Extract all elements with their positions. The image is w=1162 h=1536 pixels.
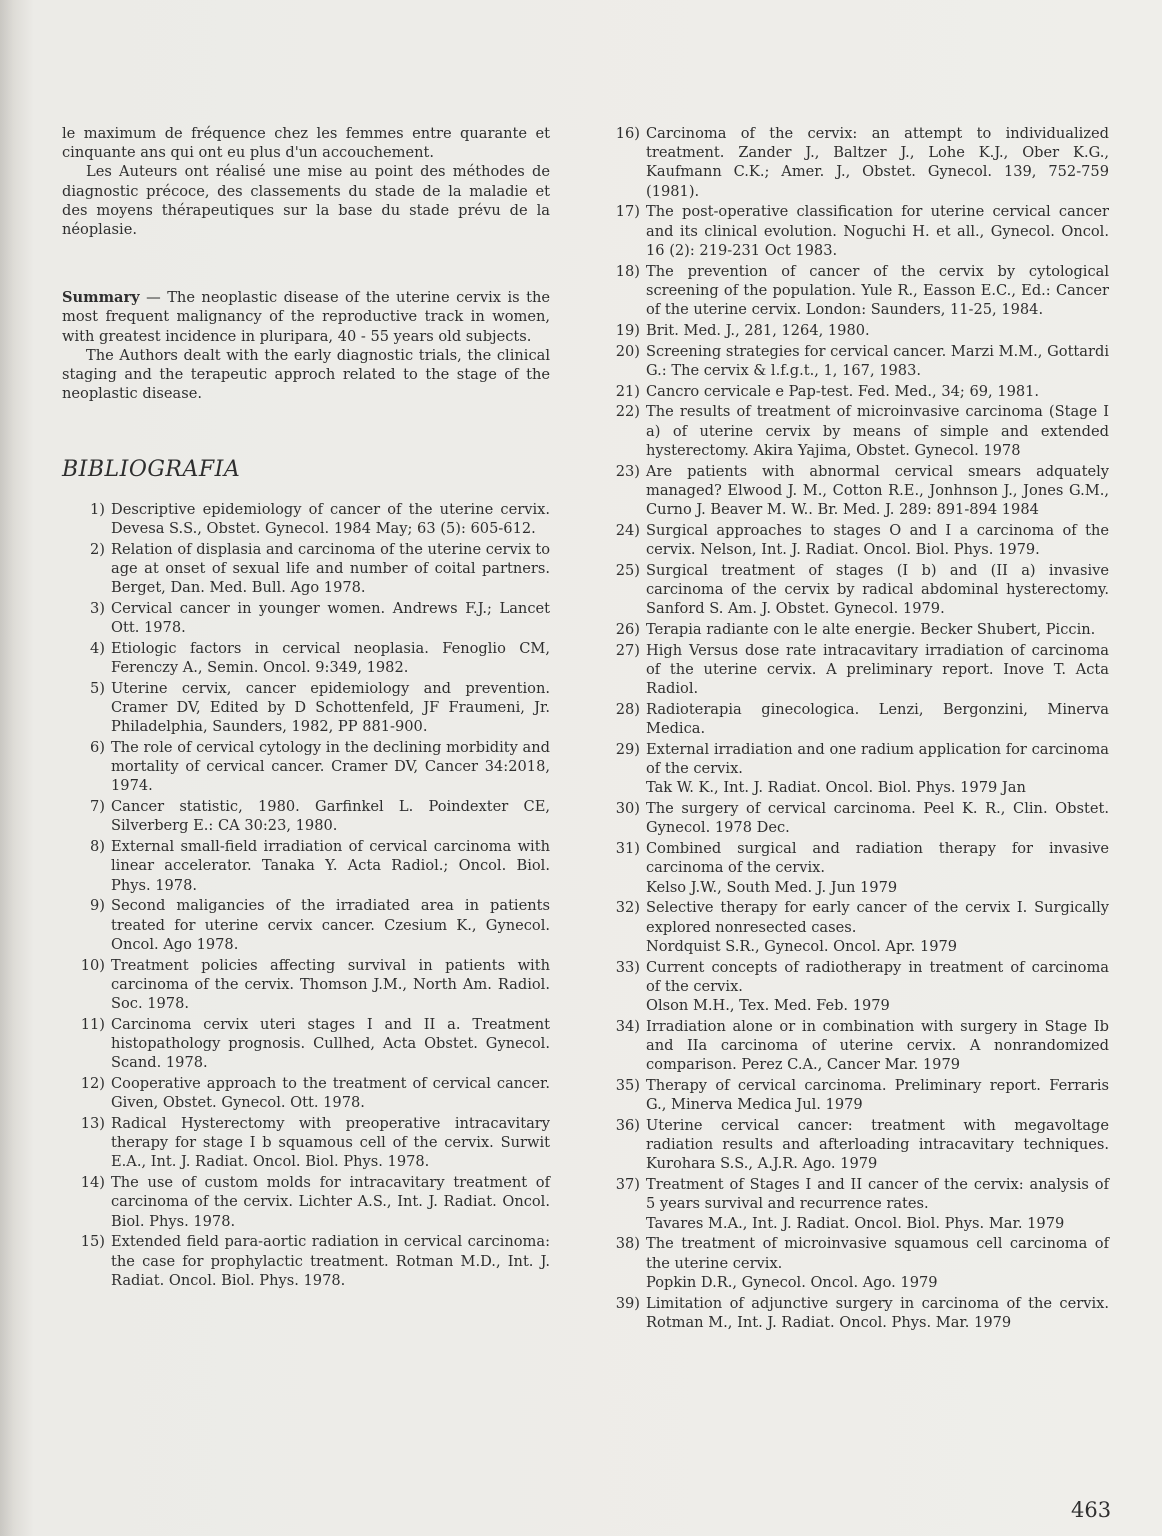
reference-text: Carcinoma cervix uteri stages I and II a. Treatment histopathology prognosis. Cullhed, Acta Obstet. Gynecol. Scand. 1978. <box>111 1015 550 1072</box>
reference-item <box>597 321 1109 340</box>
reference-number: 18) <box>615 262 640 280</box>
reference-number: 12) <box>80 1075 105 1093</box>
reference-number: 34) <box>615 1017 640 1035</box>
reference-number: 21) <box>615 382 640 400</box>
reference-text: Combined surgical and radiation therapy for invasive carcinoma of the cervix. <box>646 840 1109 877</box>
reference-number: 29) <box>615 741 640 759</box>
reference-text: Treatment policies affecting survival in patients with carcinoma of the cervix. Thomson J.M., North Am. Radiol. Soc. 1978. <box>111 956 550 1013</box>
reference-number: 33) <box>615 958 640 976</box>
reference-text: Nordquist S.R., Gynecol. Oncol. Apr. 1979 <box>646 937 958 955</box>
reference-item <box>62 1015 550 1073</box>
reference-item <box>62 956 550 1014</box>
reference-item <box>62 1074 550 1112</box>
reference-number: 15) <box>80 1233 105 1251</box>
reference-number: 13) <box>80 1115 105 1133</box>
reference-item <box>62 797 550 835</box>
reference-text: Cancer statistic, 1980. Garfinkel L. Poindexter CE, Silverberg E.: CA 30:23, 1980. <box>111 798 550 835</box>
reference-number: 23) <box>615 462 640 480</box>
reference-number: 24) <box>615 521 640 539</box>
french-paragraph: Les Auteurs ont réalisé une mise au point des méthodes de diagnostic précoce, des classements du stade de la maladie et des moyens thérapeutiques sur la base du stade prévu de la néoplasie. <box>62 163 550 239</box>
reference-text: External small-field irradiation of cervical carcinoma with linear accelerator. Tanaka Y. Acta Radiol.; Oncol. Biol. Phys. 1978. <box>111 838 550 894</box>
reference-number: 32) <box>615 899 640 917</box>
reference-text: Treatment of Stages I and II cancer of the cervix: analysis of 5 years survival and recurrence rates. <box>646 1176 1109 1213</box>
reference-text: Kelso J.W., South Med. J. Jun 1979 <box>646 878 898 896</box>
reference-item <box>597 700 1109 738</box>
reference-text: Cervical cancer in younger women. Andrews F.J.; Lancet Ott. 1978. <box>111 599 550 637</box>
reference-text: Second maligancies of the irradiated area in patients treated for uterine cervix cancer. Czesium K., Gynecol. Oncol. Ago 1978. <box>111 897 550 953</box>
reference-item <box>62 738 550 796</box>
left-column <box>62 124 550 1292</box>
summary-block <box>62 288 550 403</box>
reference-item <box>62 1173 550 1231</box>
reference-number: 7) <box>90 798 105 816</box>
summary-label: Summary <box>62 289 140 307</box>
reference-number: 1) <box>90 500 105 518</box>
reference-item <box>597 620 1109 639</box>
reference-item <box>597 641 1109 699</box>
reference-number: 39) <box>615 1294 640 1312</box>
reference-text: The surgery of cervical carcinoma. Peel K. R., Clin. Obstet. Gynecol. 1978 Dec. <box>646 800 1109 837</box>
reference-text: Screening strategies for cervical cancer. Marzi M.M., Gottardi G.: The cervix & l.f.g.t., 1, 167, 1983. <box>646 342 1109 379</box>
reference-number: 20) <box>615 342 640 360</box>
reference-text: Tak W. K., Int. J. Radiat. Oncol. Biol. Phys. 1979 Jan <box>646 779 1026 797</box>
reference-text: Surgical treatment of stages (I b) and (II a) invasive carcinoma of the cervix by radical abdominal hysterectomy. Sanford S. Am. J. Obstet. Gynecol. 1979. <box>646 561 1109 618</box>
reference-item <box>597 898 1109 956</box>
reference-list-right <box>597 124 1109 1332</box>
reference-number: 10) <box>80 956 105 974</box>
reference-item <box>597 124 1109 201</box>
reference-number: 6) <box>90 739 105 757</box>
reference-item <box>597 462 1109 520</box>
reference-number: 35) <box>615 1077 640 1095</box>
bibliography-title: BIBLIOGRAFIA <box>62 457 241 483</box>
reference-item <box>597 799 1109 837</box>
reference-text: Carcinoma of the cervix: an attempt to individualized treatment. Zander J., Baltzer J., Lohe K.J., Ober K.G., Kaufmann C.K.; Amer. J., Obstet. Gynecol. 139, 752-759 (1981). <box>646 125 1109 200</box>
reference-number: 2) <box>90 540 105 558</box>
reference-text: Terapia radiante con le alte energie. Becker Shubert, Piccin. <box>646 621 1096 639</box>
reference-text: The treatment of microinvasive squamous cell carcinoma of the uterine cervix. <box>646 1235 1109 1272</box>
summary-paragraph <box>62 288 550 346</box>
reference-item <box>597 740 1109 798</box>
reference-text: Radical Hysterectomy with preoperative intracavitary therapy for stage I b squamous cell of the cervix. Surwit E.A., Int. J. Radiat. Oncol. Biol. Phys. 1978. <box>111 1115 550 1171</box>
reference-number: 14) <box>80 1174 105 1192</box>
reference-number: 9) <box>90 897 105 915</box>
reference-text: Uterine cervix, cancer epidemiology and prevention. Cramer DV, Edited by D Schottenfeld, JF Fraumeni, Jr. Philadelphia, Saunders, 1982, PP 881-900. <box>111 679 550 736</box>
reference-item <box>62 639 550 677</box>
reference-item <box>597 342 1109 380</box>
reference-number: 36) <box>615 1117 640 1135</box>
reference-text: Brit. Med. J., 281, 1264, 1980. <box>646 321 870 339</box>
reference-text: The prevention of cancer of the cervix by cytological screening of the population. Yule R., Easson E.C., Ed.: Cancer of the uterine cervix. London: Saunders, 11-25, 1984. <box>646 262 1109 319</box>
reference-text: Radioterapia ginecologica. Lenzi, Bergonzini, Minerva Medica. <box>646 701 1109 738</box>
reference-number: 19) <box>615 321 640 339</box>
reference-item <box>597 202 1109 260</box>
reference-item <box>62 679 550 737</box>
reference-item <box>597 1234 1109 1292</box>
summary-dash: — <box>146 289 161 307</box>
reference-item <box>597 262 1109 320</box>
reference-text: Relation of displasia and carcinoma of the uterine cervix to age at onset of sexual life and number of coital partners. Berget, Dan. Med. Bull. Ago 1978. <box>111 540 550 597</box>
reference-text: Surgical approaches to stages O and I a carcinoma of the cervix. Nelson, Int. J. Radiat. Oncol. Biol. Phys. 1979. <box>646 521 1109 559</box>
reference-item <box>62 1114 550 1172</box>
reference-number: 8) <box>90 838 105 856</box>
reference-item <box>597 561 1109 619</box>
reference-number: 22) <box>615 403 640 421</box>
reference-item <box>597 1175 1109 1233</box>
reference-item <box>597 839 1109 897</box>
reference-number: 38) <box>615 1235 640 1253</box>
reference-item <box>597 382 1109 401</box>
reference-number: 37) <box>615 1176 640 1194</box>
reference-text: Popkin D.R., Gynecol. Oncol. Ago. 1979 <box>646 1273 938 1291</box>
reference-item <box>62 500 550 538</box>
reference-text: Cooperative approach to the treatment of cervical cancer. Given, Obstet. Gynecol. Ott. 1978. <box>111 1075 550 1112</box>
reference-text: Uterine cervical cancer: treatment with megavoltage radiation results and afterloading intracavitary techniques. Kurohara S.S., A.J.R. Ago. 1979 <box>646 1117 1109 1173</box>
reference-item <box>597 1116 1109 1174</box>
reference-text: The post-operative classification for uterine cervical cancer and its clinical evolution. Noguchi H. et all., Gynecol. Oncol. 16 (2): 219-231 Oct 1983. <box>646 203 1109 259</box>
reference-list-left <box>62 500 550 1290</box>
reference-number: 5) <box>90 679 105 697</box>
reference-text: Olson M.H., Tex. Med. Feb. 1979 <box>646 997 890 1015</box>
reference-item <box>597 521 1109 559</box>
reference-item <box>62 1232 550 1290</box>
reference-item <box>597 1017 1109 1075</box>
reference-item <box>62 837 550 895</box>
reference-item <box>62 599 550 637</box>
reference-item <box>597 958 1109 1016</box>
reference-text: High Versus dose rate intracavitary irradiation of carcinoma of the uterine cervix. A preliminary report. Inove T. Acta Radiol. <box>646 641 1109 698</box>
reference-text: Tavares M.A., Int. J. Radiat. Oncol. Biol. Phys. Mar. 1979 <box>646 1214 1065 1232</box>
reference-text: The role of cervical cytology in the declining morbidity and mortality of cervical cancer. Cramer DV, Cancer 34:2018, 1974. <box>111 739 550 795</box>
reference-number: 16) <box>615 125 640 142</box>
reference-item <box>62 540 550 598</box>
reference-text: Current concepts of radiotherapy in treatment of carcinoma of the cervix. <box>646 958 1109 995</box>
reference-text: Etiologic factors in cervical neoplasia. Fenoglio CM, Ferenczy A., Semin. Oncol. 9:349, 1982. <box>111 639 550 677</box>
reference-item <box>62 896 550 954</box>
reference-text: External irradiation and one radium application for carcinoma of the cervix. <box>646 741 1109 778</box>
reference-text: Are patients with abnormal cervical smears adquately managed? Elwood J. M., Cotton R.E., Jonhnson J., Jones G.M., Curno J. Beaver M. W.. Br. Med. J. 289: 891-894 1984 <box>646 462 1109 519</box>
reference-number: 26) <box>615 621 640 639</box>
reference-number: 4) <box>90 639 105 657</box>
reference-text: Descriptive epidemiology of cancer of the uterine cervix. Devesa S.S., Obstet. Gynecol. 1984 May; 63 (5): 605-612. <box>111 500 550 537</box>
french-paragraph: le maximum de fréquence chez les femmes entre quarante et cinquante ans qui ont eu plus d'un accouchement. <box>62 125 550 162</box>
reference-number: 11) <box>80 1015 105 1033</box>
reference-number: 17) <box>615 203 640 221</box>
reference-number: 28) <box>615 701 640 719</box>
reference-item <box>597 1076 1109 1114</box>
reference-text: Extended field para-aortic radiation in cervical carcinoma: the case for prophylactic treatment. Rotman M.D., Int. J. Radiat. Oncol. Biol. Phys. 1978. <box>111 1233 550 1289</box>
summary-text: The neoplastic disease of the uterine cervix is the most frequent malignancy of the reproductive track in women, with greatest incidence in pluripara, 40 - 55 years old subjects. <box>62 289 550 345</box>
reference-text: Irradiation alone or in combination with surgery in Stage Ib and IIa carcinoma of uterine cervix. A nonrandomized comparison. Perez C.A., Cancer Mar. 1979 <box>646 1017 1109 1074</box>
reference-item <box>597 402 1109 460</box>
reference-number: 25) <box>615 561 640 579</box>
reference-text: The use of custom molds for intracavitary treatment of carcinoma of the cervix. Lichter A.S., Int. J. Radiat. Oncol. Biol. Phys. 1978. <box>111 1174 550 1230</box>
reference-number: 27) <box>615 641 640 659</box>
reference-text: Therapy of cervical carcinoma. Preliminary report. Ferraris G., Minerva Medica Jul. 1979 <box>646 1077 1109 1114</box>
summary-paragraph-2: The Authors dealt with the early diagnostic trials, the clinical staging and the terapeutic approch related to the stage of the neoplastic disease. <box>62 346 550 403</box>
reference-text: Cancro cervicale e Pap-test. Fed. Med., 34; 69, 1981. <box>646 382 1040 400</box>
reference-text: Limitation of adjunctive surgery in carcinoma of the cervix. Rotman M., Int. J. Radiat. Oncol. Phys. Mar. 1979 <box>646 1294 1109 1331</box>
reference-number: 30) <box>615 800 640 818</box>
reference-text: The results of treatment of microinvasive carcinoma (Stage I a) of uterine cervix by means of simple and extended hysterectomy. Akira Yajima, Obstet. Gynecol. 1978 <box>646 403 1109 459</box>
reference-text: Selective therapy for early cancer of the cervix I. Surgically explored nonresected cases. <box>646 899 1109 936</box>
reference-item <box>597 1294 1109 1332</box>
page-number: 463 <box>1071 1498 1112 1522</box>
reference-number: 3) <box>90 599 105 617</box>
reference-number: 31) <box>615 840 640 858</box>
right-column <box>597 124 1109 1334</box>
